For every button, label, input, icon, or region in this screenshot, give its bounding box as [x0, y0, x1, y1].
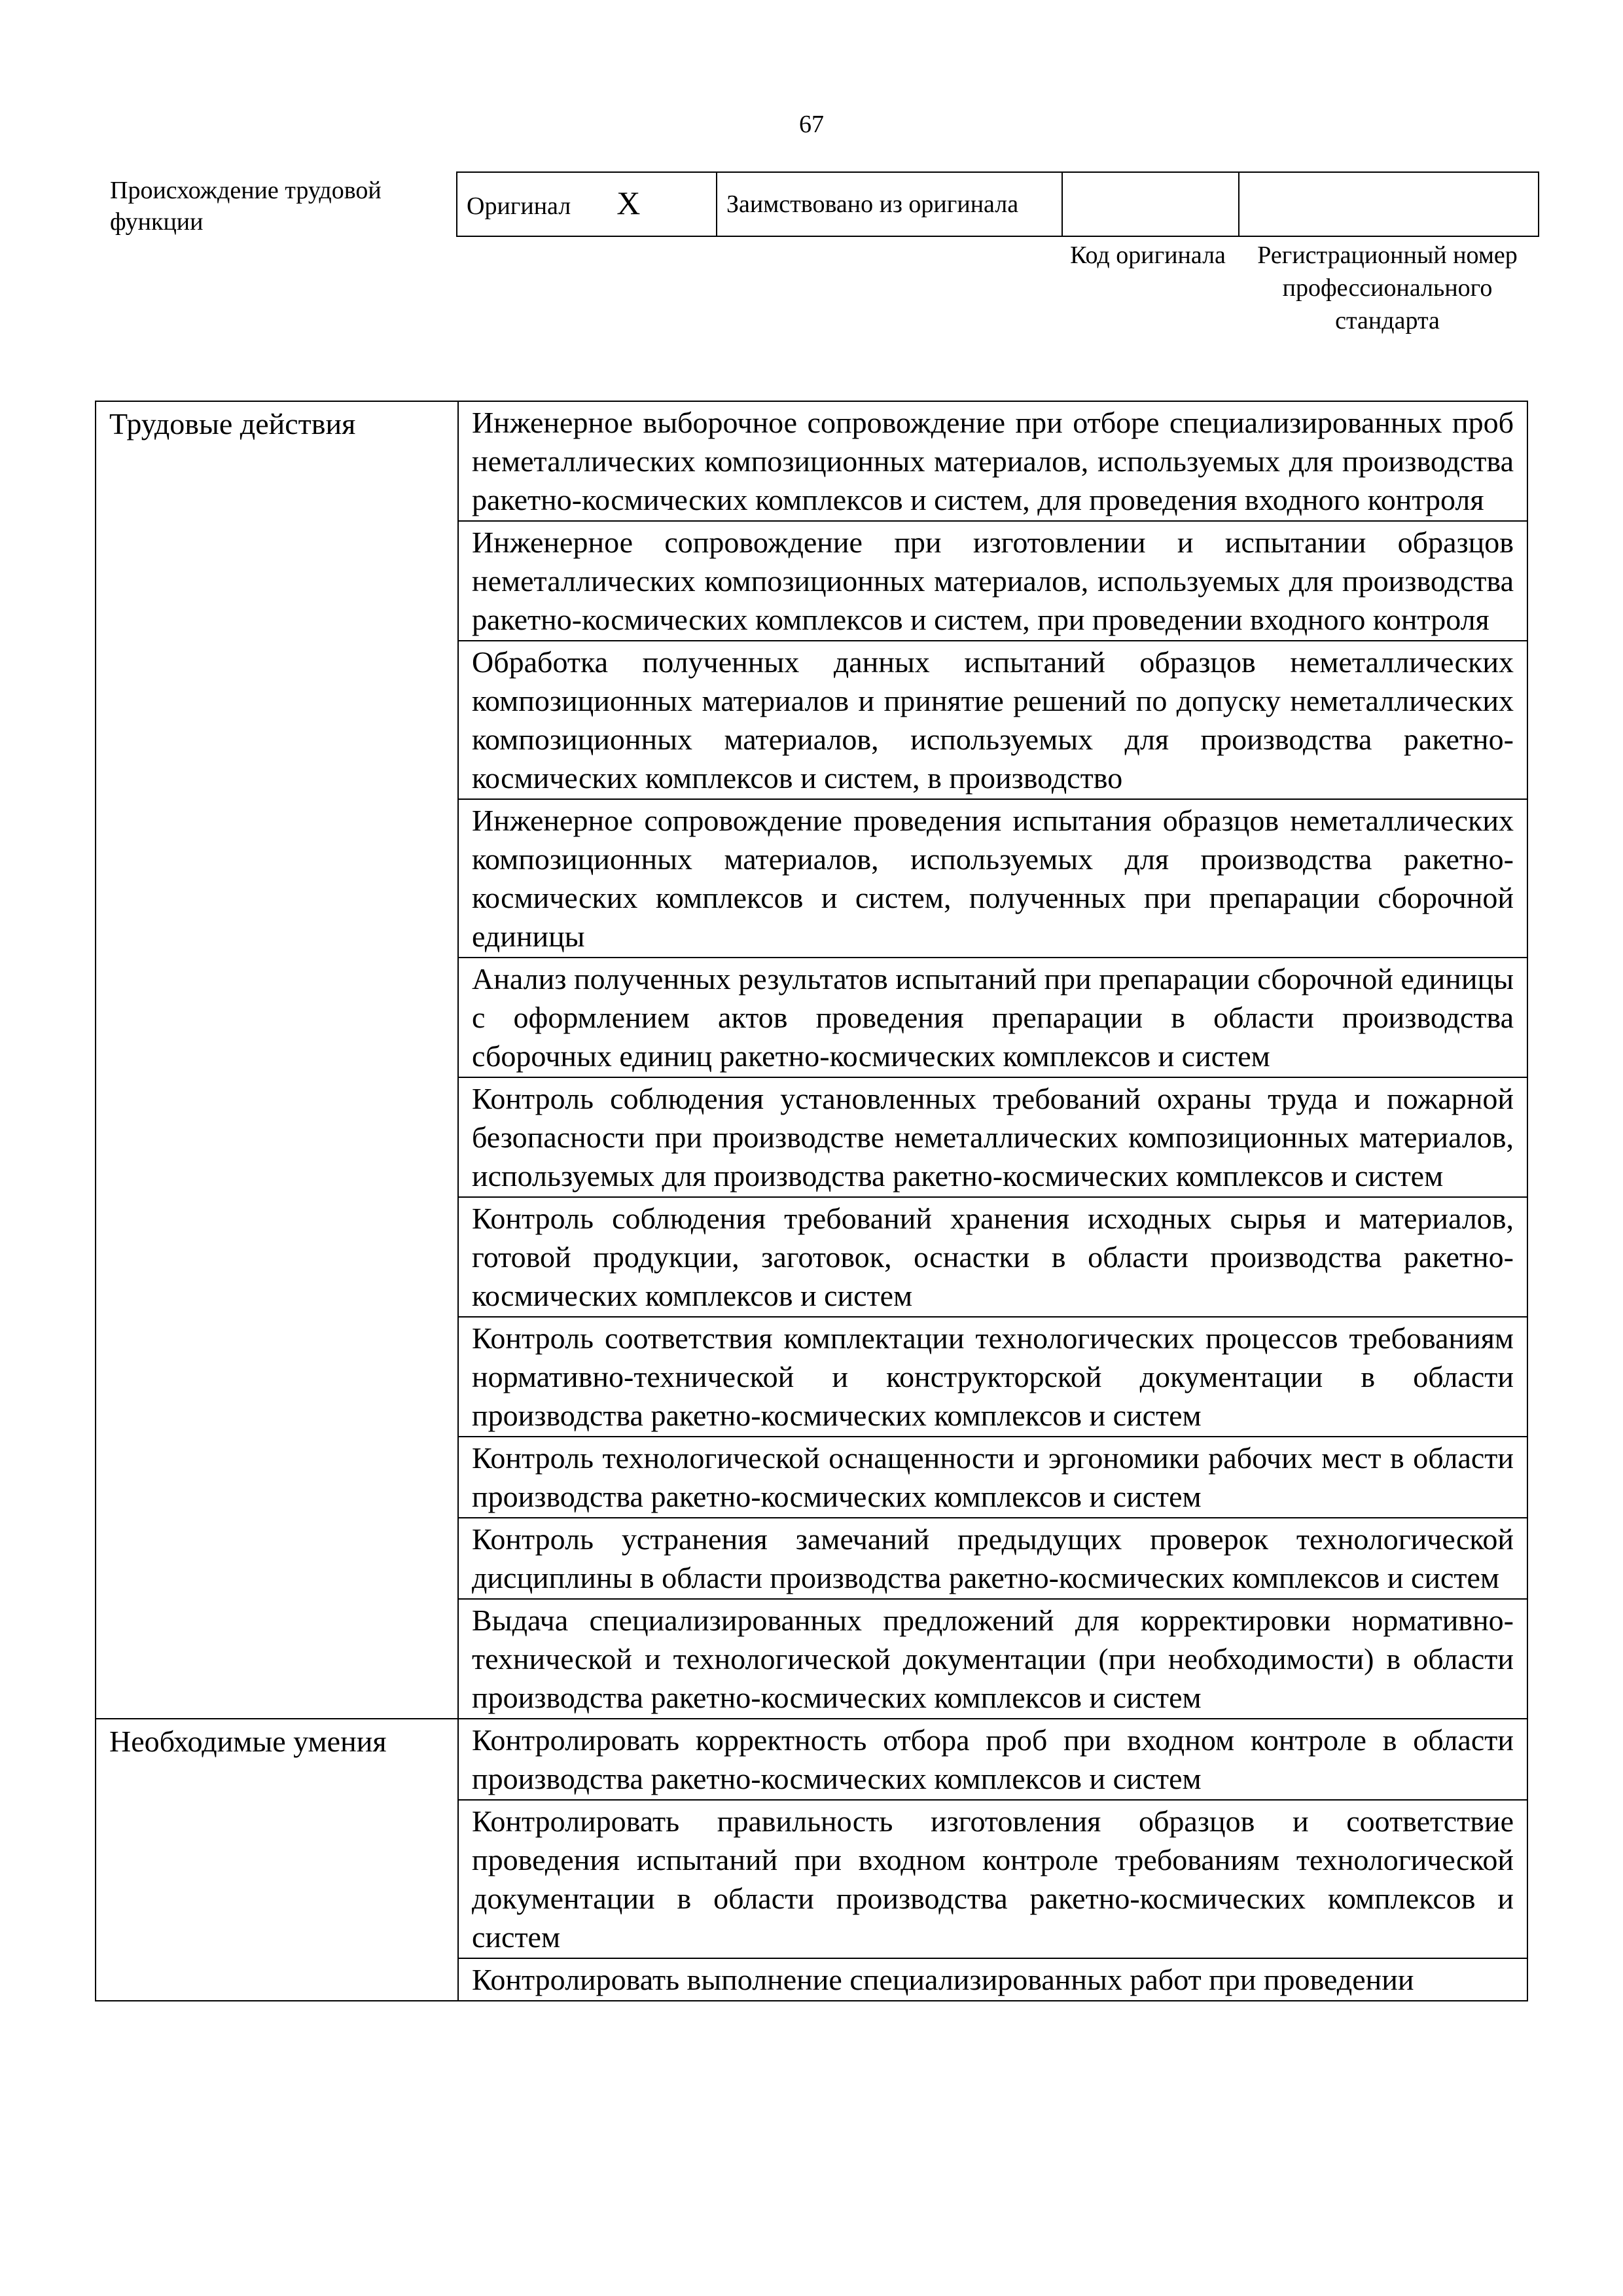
page-number: 67 [799, 111, 824, 138]
origin-table [456, 171, 1539, 237]
section-label: Необходимые умения [96, 1719, 458, 2001]
list-item: Инженерное сопровождение при изготовлении и испытании образцов неметаллических композиционных материалов, используемых для производства ракетно-космических комплексов и систем, при проведении входного контроля [458, 521, 1527, 641]
borrowed-cell [717, 172, 1062, 236]
original-mark: X [616, 184, 641, 221]
origin-label: Происхождение трудовой функции [110, 177, 382, 236]
original-cell [457, 172, 717, 236]
list-item: Контролировать правильность изготовления образцов и соответствие проведения испытаний при входном контроле требованиям технологической документации в области производства ракетно-космических комплексов и систем [458, 1800, 1527, 1958]
list-item: Контроль соответствия комплектации технологических процессов требованиям нормативно-технической и конструкторской документации в области производства ракетно-космических комплексов и систем [458, 1317, 1527, 1437]
code-caption: Код оригинала [1070, 242, 1226, 269]
list-item: Контроль устранения замечаний предыдущих проверок технологической дисциплины в области производства ракетно-космических комплексов и систем [458, 1518, 1527, 1599]
labor-function-table [95, 401, 1528, 2001]
list-item: Контроль технологической оснащенности и эргономики рабочих мест в области производства ракетно-космических комплексов и систем [458, 1437, 1527, 1518]
original-label: Оригинал [467, 192, 571, 220]
list-item: Контролировать корректность отбора проб при входном контроле в области производства ракетно-космических комплексов и систем [458, 1719, 1527, 1800]
list-item: Обработка полученных данных испытаний образцов неметаллических композиционных материалов и принятие решений по допуску неметаллических композиционных материалов, используемых для производства ракетно-космических комплексов и систем, в производство [458, 641, 1527, 799]
section-label: Трудовые действия [96, 401, 458, 1719]
original-code-cell [1062, 172, 1239, 236]
list-item: Инженерное выборочное сопровождение при отборе специализированных проб неметаллических композиционных материалов, используемых для производства ракетно-космических комплексов и систем, для проведения входного контроля [458, 401, 1527, 521]
registration-caption: Регистрационный номер профессионального стандарта [1257, 242, 1518, 334]
list-item: Выдача специализированных предложений для корректировки нормативно-технической и технологической документации (при необходимости) в области производства ракетно-космических комплексов и систем [458, 1599, 1527, 1719]
table-row [96, 1719, 1527, 1800]
table-row [96, 401, 1527, 521]
list-item: Контролировать выполнение специализированных работ при проведении [458, 1958, 1527, 2001]
list-item: Инженерное сопровождение проведения испытания образцов неметаллических композиционных материалов, используемых для производства ракетно-космических комплексов и систем, полученных при препарации сборочной единицы [458, 799, 1527, 958]
borrowed-label: Заимствовано из оригинала [726, 190, 1019, 218]
registration-number-cell [1239, 172, 1539, 236]
list-item: Контроль соблюдения установленных требований охраны труда и пожарной безопасности при производстве неметаллических композиционных материалов, используемых для производства ракетно-космических комплексов и систем [458, 1077, 1527, 1197]
list-item: Контроль соблюдения требований хранения исходных сырья и материалов, готовой продукции, заготовок, оснастки в области производства ракетно-космических комплексов и систем [458, 1197, 1527, 1317]
list-item: Анализ полученных результатов испытаний при препарации сборочной единицы с оформлением актов проведения препарации в области производства сборочных единиц ракетно-космических комплексов и систем [458, 958, 1527, 1077]
